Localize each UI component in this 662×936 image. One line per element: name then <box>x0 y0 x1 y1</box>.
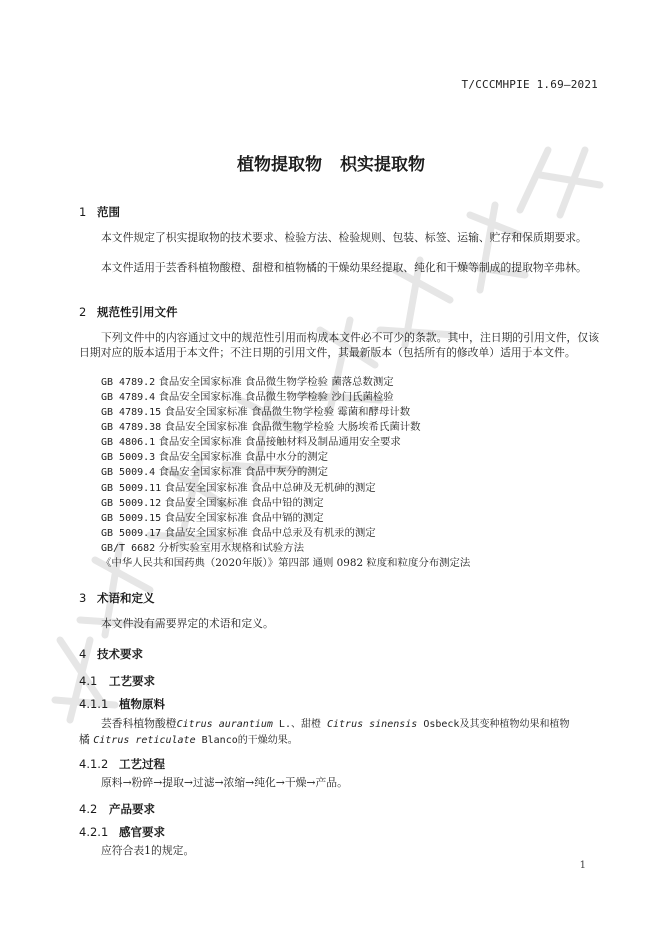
section-number: 4.2.1 <box>79 825 109 839</box>
reference-item: GB 4806.1 食品安全国家标准 食品接触材料及制品通用安全要求 <box>101 436 401 448</box>
section-3-heading <box>79 590 155 606</box>
section-number: 1 <box>79 205 87 219</box>
section-1-para-1: 本文件规定了枳实提取物的技术要求、检验方法、检验规则、包装、标签、运输、贮存和保质期要求。 <box>101 231 587 244</box>
page-number: 1 <box>579 860 586 871</box>
reference-item: GB 5009.17 食品安全国家标准 食品中总汞及有机汞的测定 <box>101 527 376 539</box>
section-title: 产品要求 <box>109 802 155 816</box>
section-title: 范围 <box>97 205 120 219</box>
section-number: 4.2 <box>79 802 98 816</box>
section-4-1-1-heading <box>79 696 165 712</box>
section-1-heading <box>79 204 120 220</box>
section-title: 技术要求 <box>97 647 143 661</box>
section-1-para-2: 本文件适用于芸香科植物酸橙、甜橙和植物橘的干燥幼果经提取、纯化和干燥等制成的提取物辛弗林。 <box>101 261 587 274</box>
reference-item: GB 5009.15 食品安全国家标准 食品中镉的测定 <box>101 512 324 524</box>
section-4-2-heading <box>79 801 155 817</box>
section-4-1-1-para-line-1: 芸香科植物酸橙Citrus aurantium L.、甜橙 Citrus sinensis Osbeck及其变种植物幼果和植物 <box>101 717 570 730</box>
section-4-2-1-heading <box>79 824 165 840</box>
section-number: 4 <box>79 647 87 661</box>
section-4-1-2-para: 原料→粉碎→提取→过滤→浓缩→纯化→干燥→产品。 <box>101 776 348 789</box>
section-title: 工艺过程 <box>119 757 165 771</box>
section-number: 3 <box>79 591 87 605</box>
reference-item: GB 4789.38 食品安全国家标准 食品微生物学检验 大肠埃希氏菌计数 <box>101 421 421 433</box>
reference-item: GB 5009.3 食品安全国家标准 食品中水分的测定 <box>101 451 329 463</box>
reference-item: GB 5009.11 食品安全国家标准 食品中总砷及无机砷的测定 <box>101 482 376 494</box>
standard-code: T/CCCMHPIE 1.69—2021 <box>461 78 598 91</box>
reference-item: GB 4789.4 食品安全国家标准 食品微生物学检验 沙门氏菌检验 <box>101 391 394 403</box>
section-title: 规范性引用文件 <box>97 305 178 319</box>
section-title: 工艺要求 <box>109 674 155 688</box>
section-4-2-1-para: 应符合表1的规定。 <box>101 844 195 857</box>
section-3-para: 本文件没有需要界定的术语和定义。 <box>101 617 274 630</box>
reference-item: GB 4789.2 食品安全国家标准 食品微生物学检验 菌落总数测定 <box>101 376 394 388</box>
section-4-1-2-heading <box>79 756 165 772</box>
section-number: 4.1 <box>79 674 98 688</box>
reference-item: GB 4789.15 食品安全国家标准 食品微生物学检验 霉菌和酵母计数 <box>101 406 411 418</box>
title-part1: 植物提取物 <box>237 155 322 175</box>
section-number: 4.1.2 <box>79 757 109 771</box>
section-2-para: 下列文件中的内容通过文中的规范性引用而构成本文件必不可少的条款。其中，注日期的引用文件，仅该日期对应的版本适用于本文件；不注日期的引用文件，其最新版本（包括所有的修改单）适用于本文件。 <box>79 331 599 359</box>
reference-item: GB 5009.12 食品安全国家标准 食品中铅的测定 <box>101 497 324 509</box>
section-2-heading <box>79 304 178 320</box>
reference-item: GB/T 6682 分析实验室用水规格和试验方法 <box>101 542 304 554</box>
section-number: 2 <box>79 305 87 319</box>
document-title <box>0 150 662 175</box>
section-title: 感官要求 <box>119 825 165 839</box>
section-4-1-1-para-line-2: 橘 Citrus reticulate Blanco的干燥幼果。 <box>79 733 298 746</box>
section-title: 植物原料 <box>119 697 165 711</box>
reference-item: GB 5009.4 食品安全国家标准 食品中灰分的测定 <box>101 466 329 478</box>
section-title: 术语和定义 <box>97 591 155 605</box>
section-4-1-heading <box>79 673 155 689</box>
section-4-heading <box>79 646 143 662</box>
title-part2: 枳实提取物 <box>340 155 425 175</box>
reference-item: 《中华人民共和国药典（2020年版）》第四部 通则 0982 粒度和粒度分布测定法 <box>101 557 471 569</box>
section-number: 4.1.1 <box>79 697 109 711</box>
